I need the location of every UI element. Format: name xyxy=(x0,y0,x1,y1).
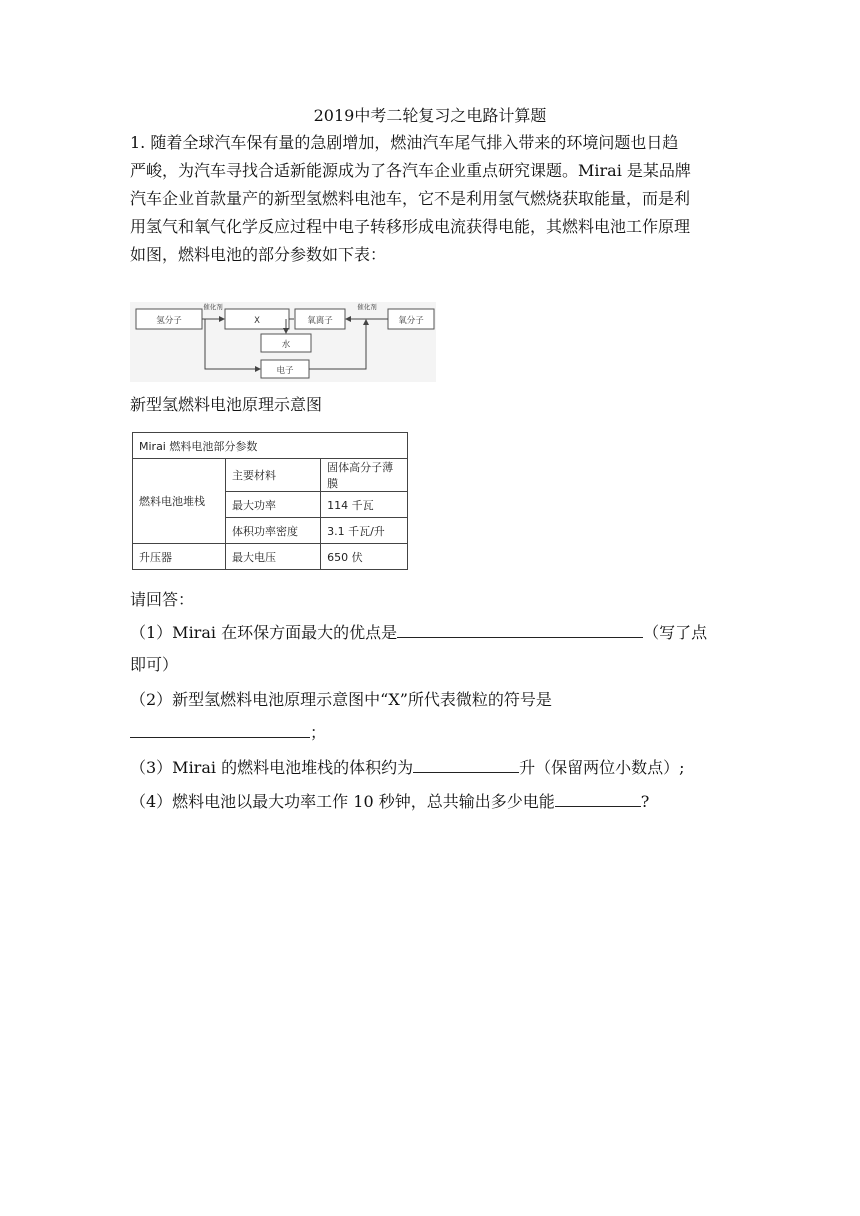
question-4-suffix: ? xyxy=(640,792,650,811)
answer-blank-4[interactable] xyxy=(555,790,641,807)
param-value: 3.1 千瓦/升 xyxy=(321,518,408,544)
question-1-continued: 即可） xyxy=(130,655,179,674)
intro-line: 如图，燃料电池的部分参数如下表： xyxy=(130,245,387,264)
answer-blank-1[interactable] xyxy=(397,621,643,638)
booster-label: 升压器 xyxy=(133,544,226,570)
question-3-text: （3）Mirai 的燃料电池堆栈的体积约为 xyxy=(130,758,414,777)
param-key: 主要材料 xyxy=(226,459,321,492)
intro-line: 1. 随着全球汽车保有量的急剧增加，燃油汽车尾气排入带来的环境问题也日趋 xyxy=(130,133,679,152)
question-3 xyxy=(130,755,684,778)
catalyst-label-left: 催化剂 xyxy=(203,303,223,311)
question-2-answer-line xyxy=(130,720,326,743)
param-value: 固体高分子薄膜 xyxy=(321,459,408,492)
stack-label: 燃料电池堆栈 xyxy=(133,459,226,544)
question-4-text: （4）燃料电池以最大功率工作 10 秒钟，总共输出多少电能 xyxy=(130,792,555,811)
question-1-suffix: （写了点 xyxy=(643,623,708,642)
param-key: 最大功率 xyxy=(226,492,321,518)
catalyst-label-right: 催化剂 xyxy=(357,303,377,311)
intro-line: 用氢气和氧气化学反应过程中电子转移形成电流获得电能，其燃料电池工作原理 xyxy=(130,217,691,236)
intro-line: 严峻，为汽车寻找合适新能源成为了各汽车企业重点研究课题。Mirai 是某品牌 xyxy=(130,161,691,180)
question-intro xyxy=(130,129,730,269)
question-4 xyxy=(130,789,649,812)
question-3-suffix: 升（保留两位小数点）; xyxy=(519,758,685,777)
fuel-cell-diagram xyxy=(130,302,436,382)
question-2-suffix: ； xyxy=(310,723,327,742)
fuel-cell-diagram-svg xyxy=(130,302,436,382)
page-title: 2019中考二轮复习之电路计算题 xyxy=(313,106,547,125)
question-1 xyxy=(130,620,707,643)
answer-prompt: 请回答： xyxy=(130,590,195,609)
oxygen-molecule-label: 氧分子 xyxy=(398,316,424,326)
oxygen-ion-label: 氧离子 xyxy=(307,316,333,326)
hydrogen-molecule-label: 氢分子 xyxy=(156,316,182,326)
question-2: （2）新型氢燃料电池原理示意图中“X”所代表微粒的符号是 xyxy=(130,690,552,709)
answer-blank-3[interactable] xyxy=(413,756,519,773)
question-1-text: （1）Mirai 在环保方面最大的优点是 xyxy=(130,623,398,642)
x-particle-label: X xyxy=(254,316,260,326)
water-label: 水 xyxy=(281,340,291,350)
diagram-caption: 新型氢燃料电池原理示意图 xyxy=(130,395,323,414)
electron-label: 电子 xyxy=(276,366,294,376)
parameter-table xyxy=(132,432,408,570)
param-key: 体积功率密度 xyxy=(226,518,321,544)
table-title: Mirai 燃料电池部分参数 xyxy=(133,433,408,459)
param-value: 114 千瓦 xyxy=(321,492,408,518)
param-key: 最大电压 xyxy=(226,544,321,570)
param-value: 650 伏 xyxy=(321,544,408,570)
intro-line: 汽车企业首款量产的新型氢燃料电池车，它不是利用氢气燃烧获取能量，而是利 xyxy=(130,189,691,208)
answer-blank-2[interactable] xyxy=(130,721,310,738)
